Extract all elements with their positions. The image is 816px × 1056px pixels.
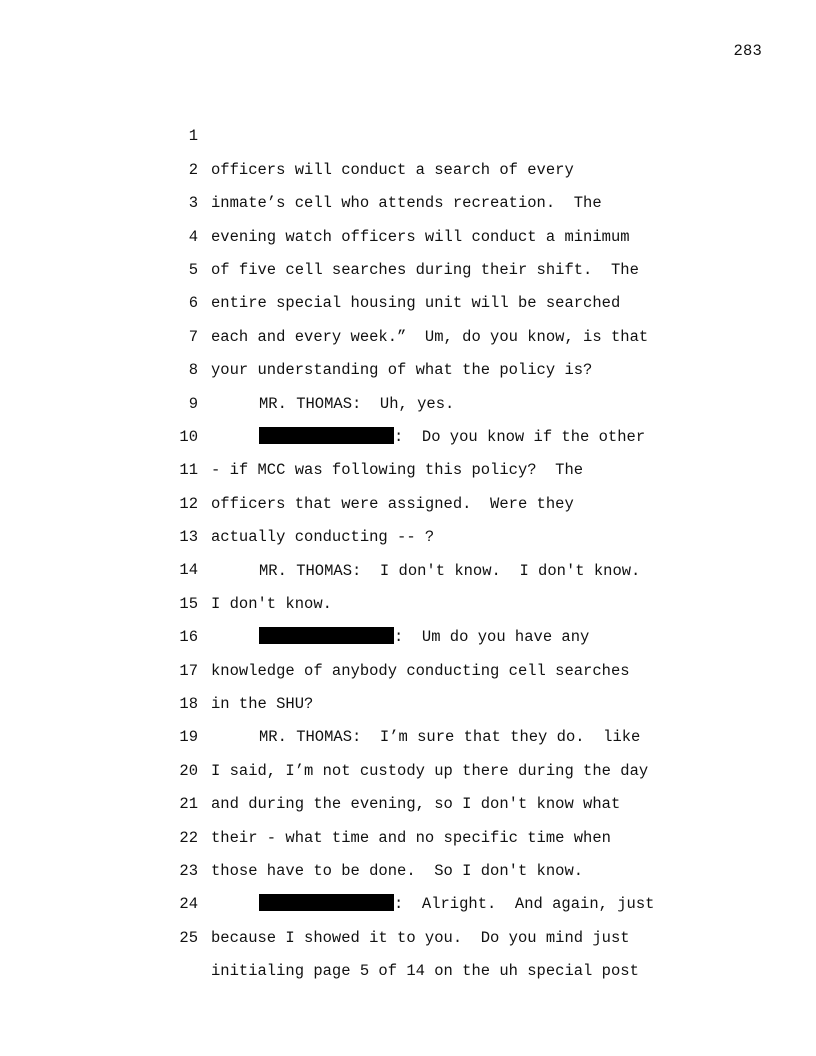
line-number: 22 [179, 828, 198, 847]
line-number: 25 [179, 928, 198, 947]
line-text: entire special housing unit will be searched [211, 294, 621, 313]
line-number: 1 [188, 127, 198, 146]
line-number: 13 [179, 528, 198, 547]
line-number: 14 [179, 561, 198, 580]
page-number: 283 [733, 42, 762, 60]
line-number: 2 [188, 160, 198, 179]
line-number: 18 [179, 695, 198, 714]
line-text: : Um do you have any [394, 628, 590, 647]
line-number: 24 [179, 895, 198, 914]
line-number: 5 [188, 260, 198, 279]
line-text: initialing page 5 of 14 on the uh special post [211, 962, 639, 981]
line-text: actually conducting -- ? [211, 528, 435, 547]
line-text: - if MCC was following this policy? The [211, 461, 584, 480]
line-number: 3 [188, 194, 198, 213]
line-number: 17 [179, 661, 198, 680]
line-number: 12 [179, 494, 198, 513]
line-number: 21 [179, 795, 198, 814]
line-text: officers will conduct a search of every [211, 160, 574, 179]
line-text: in the SHU? [211, 695, 314, 714]
transcript-body [170, 87, 690, 981]
line-text: inmate’s cell who attends recreation. The [211, 194, 602, 213]
line-text: your understanding of what the policy is? [211, 361, 593, 380]
line-text: knowledge of anybody conducting cell searches [211, 661, 630, 680]
line-number: 23 [179, 862, 198, 880]
line-number: 15 [179, 594, 198, 613]
line-text: : Do you know if the other [394, 427, 646, 446]
line-text: : Alright. And again, just [394, 895, 655, 914]
line-number: 4 [188, 227, 198, 246]
line-number: 20 [179, 761, 198, 780]
line-text: each and every week.” Um, do you know, is that [211, 327, 649, 346]
line-number: 10 [179, 427, 198, 446]
line-text: I don't know. [211, 594, 332, 613]
line-text: of five cell searches during their shift. The [211, 260, 639, 279]
line-text: and during the evening, so I don't know what [211, 795, 621, 814]
line-number: 16 [179, 628, 198, 647]
line-text: evening watch officers will conduct a minimum [211, 227, 630, 246]
line-number: 11 [179, 461, 198, 480]
line-number: 9 [188, 394, 198, 413]
line-text: their - what time and no specific time when [211, 828, 611, 847]
line-text: those have to be done. So I don't know. [211, 862, 584, 881]
line-number: 19 [179, 728, 198, 747]
line-number: 6 [188, 294, 198, 313]
line-text: I said, I’m not custody up there during the day [211, 761, 649, 780]
speaker-line-text: MR. THOMAS: I’m sure that they do. like [259, 728, 641, 747]
line-number: 8 [188, 361, 198, 380]
transcript-line [170, 87, 690, 179]
speaker-line-text: MR. THOMAS: Uh, yes. [259, 394, 455, 413]
line-text: because I showed it to you. Do you mind just [211, 928, 630, 947]
speaker-line-text: MR. THOMAS: I don't know. I don't know. [259, 561, 641, 580]
line-text: officers that were assigned. Were they [211, 494, 574, 513]
line-number: 7 [188, 327, 198, 346]
